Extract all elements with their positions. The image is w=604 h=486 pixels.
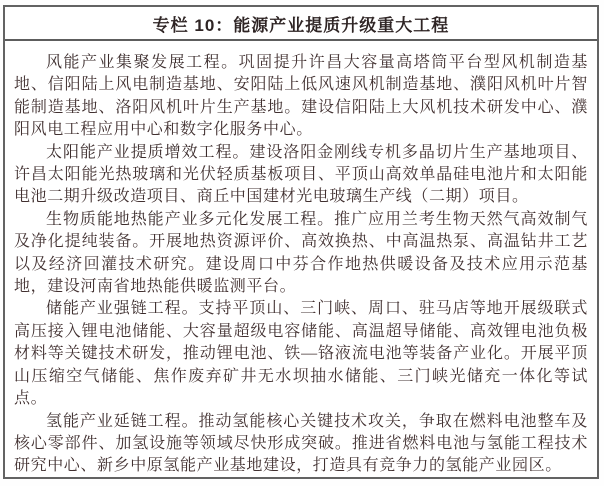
panel-header xyxy=(5,7,597,41)
paragraph-wind-power xyxy=(14,52,588,142)
paragraph-text: 推广应用兰考生物天然气高效制气及净化提纯装备。开展地热资源评价、高效换热、中高温热泵、高温钻井工艺以及经济回灌技术研究。建设周口中芬合作地热供暖设备及技术应用示范基地，建设河南省地热能供暖监测平台。 xyxy=(14,210,588,296)
panel-title: 专栏 10：能源产业提质升级重大工程 xyxy=(152,15,450,35)
paragraph-hydrogen xyxy=(14,411,588,478)
energy-projects-panel xyxy=(3,5,599,479)
paragraph-lead: 太阳能产业提质增效工程。 xyxy=(46,143,250,161)
panel-body xyxy=(5,41,597,478)
paragraph-lead: 氢能产业延链工程。 xyxy=(46,412,199,430)
paragraph-text: 支持平顶山、三门峡、周口、驻马店等地开展级联式高压接入锂电池储能、大容量超级电容储能、高温超导储能、高效锂电池负极材料等关键技术研发，推动锂电池、铁—铬液流电池等装备产业化。开展平顶山压缩空气储能、焦作废弃矿井无水坝抽水储能、三门峡光储充一体化等试点。 xyxy=(14,300,588,408)
paragraph-text: 推动氢能核心关键技术攻关，争取在燃料电池整车及核心零部件、加氢设施等领域尽快形成突破。推进省燃料电池与氢能工程技术研究中心、新乡中原氢能产业基地建设，打造具有竞争力的氢能产业园区。 xyxy=(14,412,588,475)
paragraph-lead: 储能产业强链工程。 xyxy=(46,300,199,318)
paragraph-solar-power xyxy=(14,142,588,209)
paragraph-lead: 生物质能地热能产业多元化发展工程。 xyxy=(46,210,335,228)
paragraph-text: 建设洛阳金刚线专机多晶切片生产基地项目、许昌太阳能光热玻璃和光伏轻质基板项目、平顶山高效单晶硅电池片和太阳能电池二期升级改造项目、商丘中国建材光电玻璃生产线（二期）项目。 xyxy=(14,143,588,206)
paragraph-energy-storage xyxy=(14,298,588,410)
paragraph-lead: 风能产业集聚发展工程。 xyxy=(46,54,239,71)
paragraph-biomass-geothermal xyxy=(14,209,588,299)
paragraph-text: 巩固提升许昌大容量高塔筒平台型风机制造基地、信阳陆上风电制造基地、安阳陆上低风速风机制造基地、濮阳风机叶片智能制造基地、洛阳风机叶片生产基地。建设信阳陆上大风机技术研发中心、濮阳风电工程应用中心和数字化服务中心。 xyxy=(14,54,588,139)
